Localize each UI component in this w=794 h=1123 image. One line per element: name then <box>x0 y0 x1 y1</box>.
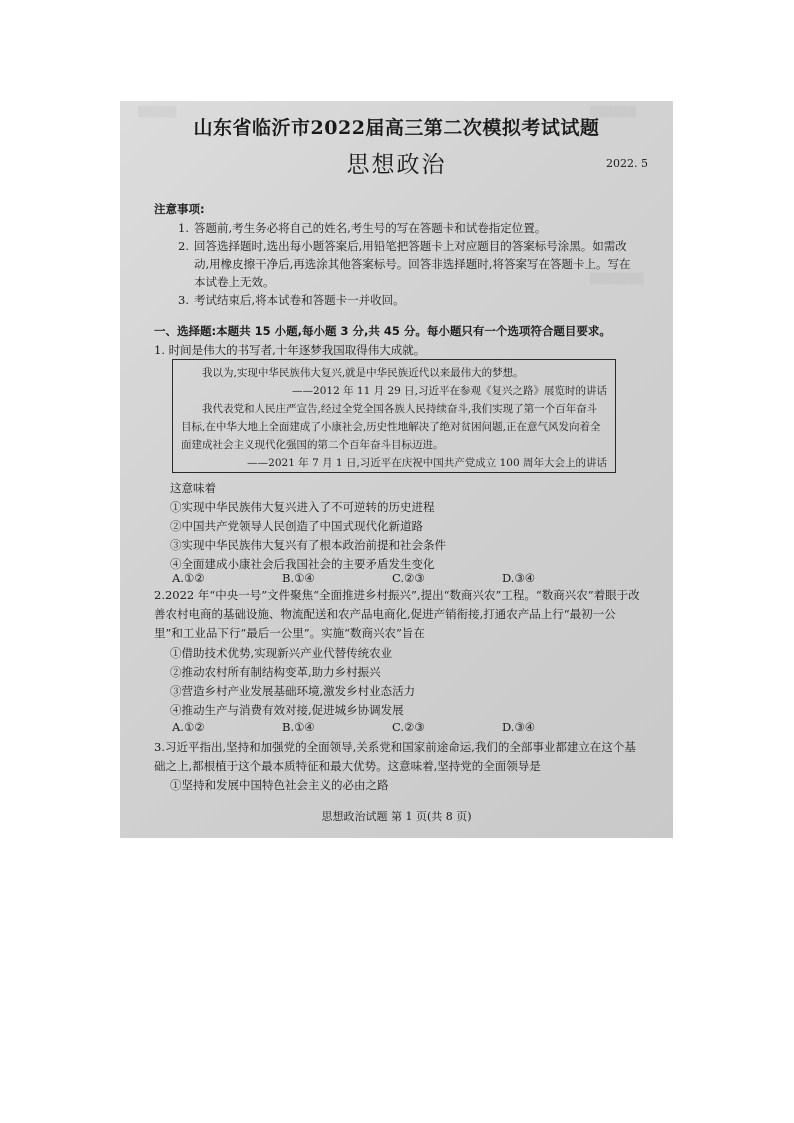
notice-item <box>178 219 638 237</box>
option-statement: ③实现中华民族伟大复兴有了根本政治前提和社会条件 <box>170 538 446 552</box>
scanned-exam-page <box>120 101 673 838</box>
page-footer: 思想政治试题 第 1 页(共 8 页) <box>321 810 472 823</box>
choice-a: A.①② <box>172 571 205 585</box>
choice-b: B.①④ <box>282 720 315 734</box>
quote-box <box>172 359 616 473</box>
quote-source: ——2021 年 7 月 1 日,习近平在庆祝中国共产党成立 100 周年大会上的讲话 <box>247 457 607 469</box>
notice-item-number: 3. <box>178 293 189 307</box>
exam-title: 山东省临沂市2022届高三第二次模拟考试试题 <box>193 117 600 139</box>
notice-item-text: 考试结束后,将本试卷和答题卡一并收回。 <box>194 293 405 307</box>
question-1-choices <box>172 571 612 585</box>
question-1-stem: 1. 时间是伟大的书写者,十年逐梦我国取得伟大成就。 <box>154 343 426 357</box>
notice-item <box>178 237 638 291</box>
bleed-through: ▒▒▒▒▒▒▒ <box>590 274 644 285</box>
question-2-stem: 2.2022 年“中央一号”文件聚焦“全面推进乡村振兴”,提出“数商兴农”工程。“数商兴农”着眼于改善农村电商的基础设施、物流配送和农产品电商化,促进产销衔接,打通农产品上行“最初一公里”和工业品下行“最后一公里”。实施“数商兴农”旨在 <box>154 588 640 640</box>
bleed-through: ▒▒▒▒▒ <box>138 107 177 118</box>
choice-a: A.①② <box>172 720 205 734</box>
question-1-options <box>170 479 640 574</box>
option-statement: ①实现中华民族伟大复兴进入了不可逆转的历史进程 <box>170 500 435 514</box>
choice-c: C.②③ <box>392 571 425 585</box>
option-statement: ③营造乡村产业发展基础环境,激发乡村业态活力 <box>170 684 416 698</box>
question-3-stem: 3.习近平指出,坚持和加强党的全面领导,关系党和国家前途命运,我们的全部事业都建立在这个基础之上,都根植于这个最本质特征和最大优势。这意味着,坚持党的全面领导是 <box>154 740 636 773</box>
quote-text: 我代表党和人民庄严宣告,经过全党全国各族人民持续奋斗,我们实现了第一个百年奋斗目标,在中华大地上全面建成了小康社会,历史性地解决了绝对贫困问题,正在意气风发向着全面建成社会主义现代化强国的第二个百年奋斗目标迈进。 <box>181 403 601 451</box>
option-statement: ②中国共产党领导人民创造了中国式现代化新道路 <box>170 519 423 533</box>
notice-item-text: 答题前,考生务必将自己的姓名,考生号的写在答题卡和试卷指定位置。 <box>194 221 547 235</box>
question-lead: 这意味着 <box>170 481 216 495</box>
option-statement: ②推动农村所有制结构变革,助力乡村振兴 <box>170 665 381 679</box>
option-statement: ④推动生产与消费有效对接,促进城乡协调发展 <box>170 703 404 717</box>
choice-d: D.③④ <box>502 720 536 734</box>
subject-title: 思想政治 <box>346 152 447 178</box>
quote-text: 我以为,实现中华民族伟大复兴,就是中华民族近代以来最伟大的梦想。 <box>202 367 524 379</box>
quote-source: ——2012 年 11 月 29 日,习近平在参观《复兴之路》展览时的讲话 <box>292 385 607 397</box>
question-2-choices <box>172 720 612 734</box>
question-3-options <box>170 776 640 795</box>
notice-item-text: 回答选择题时,选出每小题答案后,用铅笔把答题卡上对应题目的答案标号涂黑。如需改动,用橡皮擦干净后,再选涂其他答案标号。回答非选择题时,将答案写在答题卡上。写在本试卷上无效。 <box>194 239 631 289</box>
option-statement: ①借助技术优势,实现新兴产业代替传统农业 <box>170 646 393 660</box>
notice-item <box>178 291 638 309</box>
notice-list <box>178 219 638 309</box>
exam-date: 2022. 5 <box>606 157 648 170</box>
question-2-options <box>170 644 640 720</box>
option-statement: ①坚持和发展中国特色社会主义的必由之路 <box>170 778 389 792</box>
choice-d: D.③④ <box>502 571 536 585</box>
notice-heading: 注意事项: <box>154 202 205 216</box>
bleed-through: ▒▒▒▒▒▒ <box>590 107 637 118</box>
choice-b: B.①④ <box>282 571 315 585</box>
choice-c: C.②③ <box>392 720 425 734</box>
notice-item-number: 2. <box>178 239 189 253</box>
option-statement: ④全面建成小康社会后我国社会的主要矛盾发生变化 <box>170 557 435 571</box>
section-heading: 一、选择题:本题共 15 小题,每小题 3 分,共 45 分。每小题只有一个选项符合题目要求。 <box>154 324 611 338</box>
notice-item-number: 1. <box>178 221 189 235</box>
